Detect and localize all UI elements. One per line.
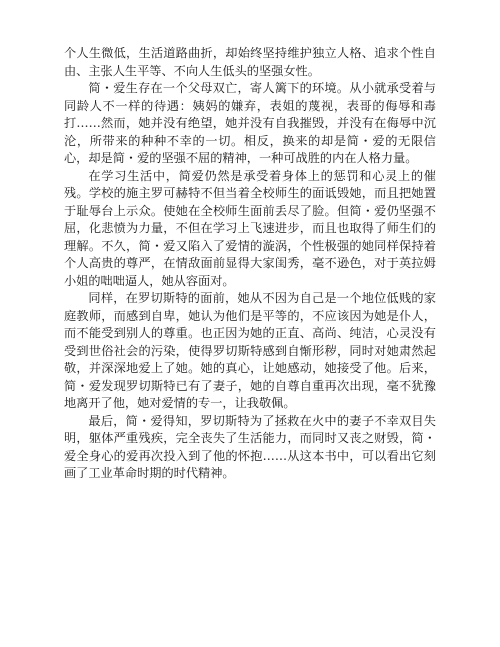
paragraph-childhood: 简・爱生存在一个父母双亡，寄人篱下的环境。从小就承受着与同龄人不一样的待遇：姨妈的嫌弃，表姐的蔑视，表哥的侮辱和毒打……然而，她并没有绝望，她并没有自我摧毁，并没有在侮辱中沉沦，所带来的种种不幸的一切。相反，换来的却是简・爱的无限信心，却是简・爱的坚强不屈的精神，一种可战胜的内在人格力量。 <box>64 81 436 165</box>
paragraph-school-life: 在学习生活中，简爱仍然是承受着身体上的惩罚和心灵上的催残。学校的施主罗可赫特不但当着全校师生的面诋毁她，而且把她置于耻辱台上示众。使她在全校师生面前丢尽了脸。但简・爱仍坚强不屈，化悲愤为力量，不但在学习上飞速进步，而且也取得了师生们的理解。不久，简・爱又陷入了爱情的漩涡，个性极强的她同样保持着个人高贵的尊严，在情敌面前显得大家闺秀，毫不逊色，对于英拉姆小姐的咄咄逼人，她从容面对。 <box>64 168 436 288</box>
paragraph-continuation: 个人生微低，生活道路曲折，却始终坚持维护独立人格、追求个性自由、主张人生平等、不向人生低头的坚强女性。 <box>64 46 436 78</box>
document-body <box>64 45 436 483</box>
paragraph-rochester: 同样，在罗切斯特的面前，她从不因为自己是一个地位低贱的家庭教师，而感到自卑，她认为他们是平等的，不应该因为她是仆人，而不能受到别人的尊重。也正因为她的正直、高尚、纯洁，心灵没有受到世俗社会的污染，使得罗切斯特感到自惭形秽，同时对她肃然起敬，并深深地爱上了她。她的真心，让她感动，她接受了他。后来，简・爱发现罗切斯特已有了妻子，她的自尊自重再次出现，毫不犹豫地离开了他，她对爱情的专一，让我敬佩。 <box>64 291 436 410</box>
paragraph-conclusion: 最后，简・爱得知，罗切斯特为了拯救在火中的妻子不幸双目失明，躯体严重残疾，完全丧失了生活能力，而同时又丧之财毁，简・爱全身心的爱再次投入到了他的怀抱……从这本书中，可以看出它刻画了工业革命时期的时代精神。 <box>64 413 436 480</box>
